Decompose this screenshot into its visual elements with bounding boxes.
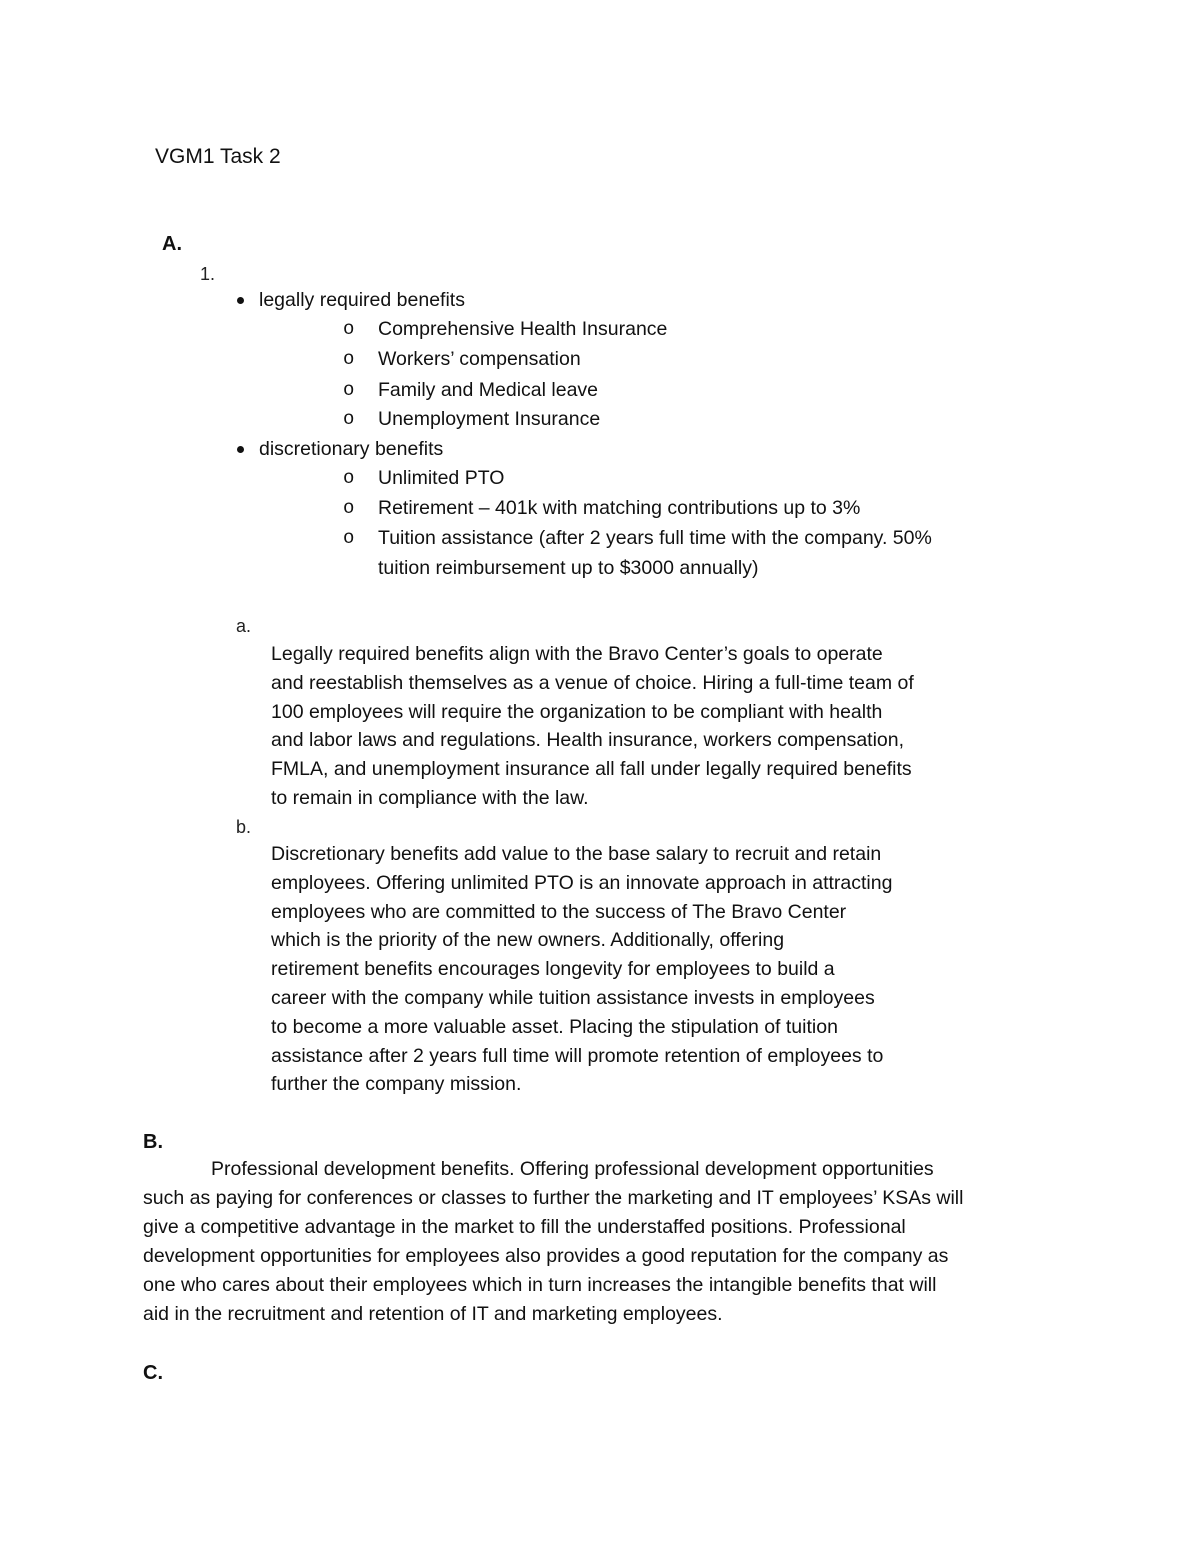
- paragraph-line: 100 employees will require the organization to be compliant with health: [271, 700, 883, 723]
- sub-bullet-o-icon: o: [343, 497, 355, 519]
- paragraph-line: to remain in compliance with the law.: [271, 786, 589, 809]
- sub-item: Retirement – 401k with matching contributions up to 3%: [378, 497, 861, 519]
- sub-bullet-o-icon: o: [343, 527, 355, 549]
- part-a-marker: a.: [236, 616, 252, 636]
- paragraph-line: which is the priority of the new owners. Additionally, offering: [271, 929, 785, 952]
- list-number-marker: 1.: [200, 264, 216, 284]
- paragraph-line: employees. Offering unlimited PTO is an innovate approach in attracting: [271, 871, 893, 894]
- paragraph-line: and labor laws and regulations. Health insurance, workers compensation,: [271, 729, 905, 752]
- paragraph-line: development opportunities for employees also provides a good reputation for the company as: [143, 1245, 949, 1267]
- paragraph-line: retirement benefits encourages longevity for employees to build a: [271, 958, 835, 981]
- bullet-dot-icon: [237, 446, 244, 453]
- sub-item: Family and Medical leave: [378, 379, 599, 401]
- paragraph-line: Professional development benefits. Offering professional development opportunities: [211, 1158, 934, 1180]
- section-a-heading: A.: [162, 233, 182, 255]
- section-b-paragraph: [143, 1155, 963, 1329]
- sub-item: Tuition assistance (after 2 years full time with the company. 50%: [378, 527, 932, 549]
- paragraph-line: and reestablish themselves as a venue of choice. Hiring a full-time team of: [271, 671, 914, 694]
- sub-item: Workers’ compensation: [378, 348, 581, 370]
- bullet-label-legally-required: legally required benefits: [259, 289, 465, 311]
- sub-bullet-o-icon: o: [343, 318, 355, 340]
- section-b-heading: B.: [143, 1131, 163, 1153]
- sub-bullet-o-icon: o: [343, 408, 355, 430]
- paragraph-line: Legally required benefits align with the Bravo Center’s goals to operate: [271, 643, 883, 665]
- sub-bullet-o-icon: o: [343, 467, 355, 489]
- bullet-label-discretionary: discretionary benefits: [259, 438, 444, 460]
- paragraph-line: career with the company while tuition assistance invests in employees: [271, 986, 875, 1009]
- bullet-dot-icon: [237, 297, 244, 304]
- paragraph-line: employees who are committed to the success of The Bravo Center: [271, 900, 847, 923]
- paragraph-line: Discretionary benefits add value to the base salary to recruit and retain: [271, 843, 882, 865]
- sub-bullet-o-icon: o: [343, 348, 355, 370]
- sub-item: Unemployment Insurance: [378, 408, 601, 430]
- paragraph-line: aid in the recruitment and retention of IT and marketing employees.: [143, 1303, 723, 1325]
- part-b-paragraph: [271, 840, 892, 1099]
- sub-item: Comprehensive Health Insurance: [378, 318, 668, 340]
- sub-bullet-o-icon: o: [343, 379, 355, 401]
- sub-item: Unlimited PTO: [378, 467, 505, 489]
- paragraph-line: to become a more valuable asset. Placing the stipulation of tuition: [271, 1015, 838, 1038]
- paragraph-line: one who cares about their employees which in turn increases the intangible benefits that will: [143, 1274, 937, 1296]
- part-a-paragraph: [271, 640, 914, 813]
- paragraph-line: assistance after 2 years full time will promote retention of employees to: [271, 1044, 884, 1067]
- part-b-marker: b.: [236, 817, 252, 837]
- paragraph-line: such as paying for conferences or classes to further the marketing and IT employees’ KSAs will: [143, 1187, 964, 1209]
- section-c-heading: C.: [143, 1362, 163, 1384]
- paragraph-line: further the company mission.: [271, 1073, 522, 1096]
- document-title: VGM1 Task 2: [155, 145, 281, 168]
- sub-item-continuation: tuition reimbursement up to $3000 annually): [378, 557, 759, 579]
- paragraph-line: give a competitive advantage in the market to fill the understaffed positions. Professional: [143, 1216, 906, 1238]
- paragraph-line: FMLA, and unemployment insurance all fall under legally required benefits: [271, 758, 912, 781]
